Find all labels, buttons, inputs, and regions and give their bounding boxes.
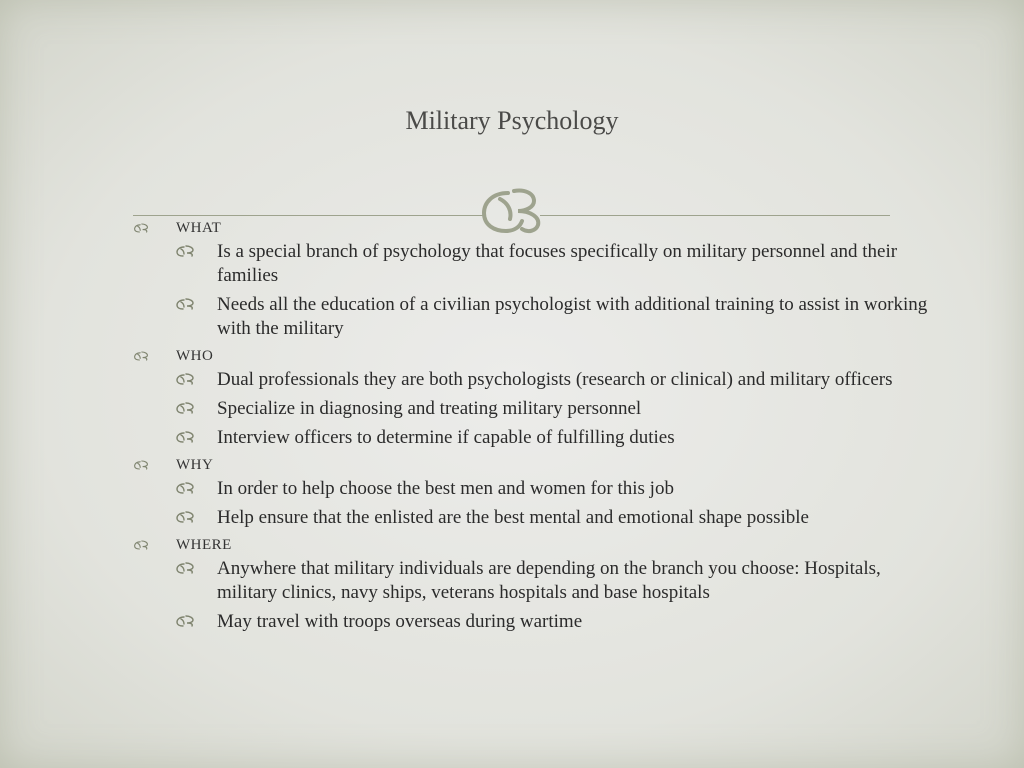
list-item	[175, 477, 933, 501]
section-heading	[133, 535, 933, 555]
section-what	[133, 218, 933, 341]
section-heading	[133, 218, 933, 238]
leaf-bullet-icon	[175, 557, 217, 605]
section-label: WHAT	[176, 219, 222, 236]
section-who	[133, 346, 933, 450]
leaf-bullet-icon	[133, 460, 176, 470]
leaf-bullet-icon	[133, 351, 176, 361]
list-item	[175, 426, 933, 450]
section-heading	[133, 346, 933, 366]
list-item-text: Anywhere that military individuals are depending on the branch you choose: Hospitals, military clinics, navy ships, veterans hospitals and base hospitals	[217, 558, 881, 603]
list-item-text: Interview officers to determine if capable of fulfilling duties	[217, 427, 675, 448]
list-item-text: Dual professionals they are both psychologists (research or clinical) and military officers	[217, 369, 893, 390]
leaf-bullet-icon	[175, 293, 217, 341]
list-item-text: Needs all the education of a civilian psychologist with additional training to assist in working with the military	[217, 294, 928, 339]
leaf-bullet-icon	[175, 506, 217, 530]
list-item-text: Specialize in diagnosing and treating military personnel	[217, 398, 642, 419]
list-item-text: In order to help choose the best men and women for this job	[217, 478, 674, 499]
section-where	[133, 535, 933, 634]
title-divider-right	[540, 215, 890, 216]
list-item	[175, 397, 933, 421]
section-label: WHY	[176, 456, 214, 473]
leaf-bullet-icon	[133, 540, 176, 550]
leaf-bullet-icon	[175, 426, 217, 450]
title-divider-left	[133, 215, 483, 216]
list-item-text: Help ensure that the enlisted are the best mental and emotional shape possible	[217, 507, 809, 528]
leaf-bullet-icon	[175, 610, 217, 634]
leaf-bullet-icon	[133, 223, 176, 233]
list-item	[175, 610, 933, 634]
leaf-bullet-icon	[175, 477, 217, 501]
slide-title: Military Psychology	[405, 106, 619, 135]
list-item-text: May travel with troops overseas during wartime	[217, 611, 583, 632]
list-item	[175, 506, 933, 530]
leaf-bullet-icon	[175, 368, 217, 392]
section-label: WHO	[176, 347, 214, 364]
leaf-bullet-icon	[175, 240, 217, 288]
leaf-bullet-icon	[175, 397, 217, 421]
list-item	[175, 240, 933, 288]
list-item	[175, 368, 933, 392]
bullet-list	[133, 218, 933, 639]
section-heading	[133, 455, 933, 475]
section-label: WHERE	[176, 536, 232, 553]
list-item	[175, 293, 933, 341]
list-item-text: Is a special branch of psychology that focuses specifically on military personnel and their families	[217, 241, 898, 286]
section-why	[133, 455, 933, 530]
list-item	[175, 557, 933, 605]
